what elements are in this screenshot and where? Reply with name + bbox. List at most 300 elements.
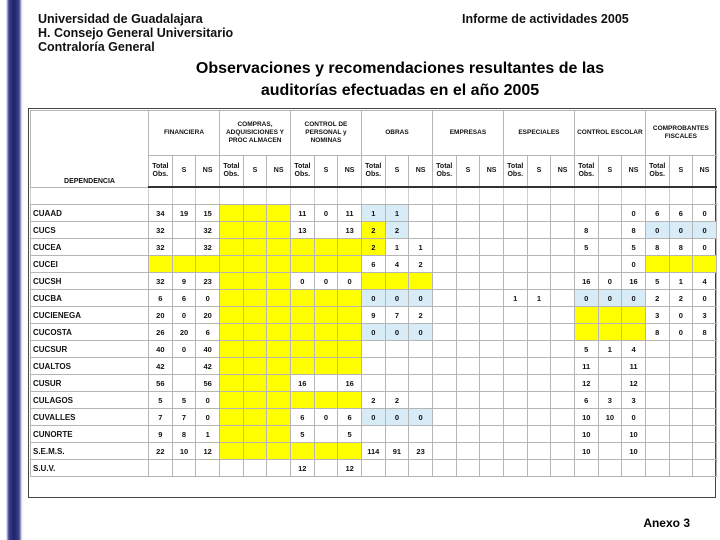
- value-cell: [693, 358, 717, 375]
- value-cell: [243, 426, 267, 443]
- value-cell: [503, 443, 527, 460]
- subheader-cell: NS: [409, 156, 433, 188]
- value-cell: [669, 375, 693, 392]
- value-cell: 0: [314, 273, 338, 290]
- value-cell: [220, 324, 244, 341]
- value-cell: 11: [622, 358, 646, 375]
- value-cell: [645, 409, 669, 426]
- value-cell: [598, 426, 622, 443]
- value-cell: [314, 307, 338, 324]
- value-cell: [480, 307, 504, 324]
- value-cell: 2: [645, 290, 669, 307]
- subheader-cell: NS: [622, 156, 646, 188]
- value-cell: [574, 324, 598, 341]
- value-cell: 0: [622, 409, 646, 426]
- value-cell: [527, 392, 551, 409]
- value-cell: [267, 222, 291, 239]
- value-cell: 2: [669, 290, 693, 307]
- value-cell: 1: [527, 290, 551, 307]
- value-cell: [385, 341, 409, 358]
- value-cell: [267, 290, 291, 307]
- value-cell: [574, 256, 598, 273]
- value-cell: [243, 392, 267, 409]
- value-cell: 0: [693, 290, 717, 307]
- value-cell: 91: [385, 443, 409, 460]
- value-cell: [456, 409, 480, 426]
- value-cell: [338, 256, 362, 273]
- value-cell: [290, 239, 314, 256]
- value-cell: [361, 358, 385, 375]
- value-cell: [432, 409, 456, 426]
- value-cell: [456, 341, 480, 358]
- dependencia-cell: CUVALLES: [31, 409, 149, 426]
- value-cell: [338, 239, 362, 256]
- value-cell: [290, 443, 314, 460]
- value-cell: 6: [196, 324, 220, 341]
- group-header: COMPRAS, ADQUISICIONES Y PROC ALMACEN: [220, 111, 291, 156]
- value-cell: [385, 426, 409, 443]
- value-cell: [456, 324, 480, 341]
- subheader-cell: NS: [480, 156, 504, 188]
- value-cell: [172, 460, 196, 477]
- value-cell: [503, 205, 527, 222]
- table-row: [31, 443, 717, 460]
- value-cell: [480, 273, 504, 290]
- value-cell: [503, 307, 527, 324]
- value-cell: [432, 290, 456, 307]
- value-cell: [149, 256, 173, 273]
- value-cell: [527, 460, 551, 477]
- value-cell: [385, 358, 409, 375]
- table-row: [31, 375, 717, 392]
- value-cell: [432, 375, 456, 392]
- value-cell: 0: [361, 409, 385, 426]
- value-cell: [480, 392, 504, 409]
- dependencia-cell: CULAGOS: [31, 392, 149, 409]
- value-cell: [432, 426, 456, 443]
- value-cell: [693, 443, 717, 460]
- value-cell: [409, 392, 433, 409]
- group-header: FINANCIERA: [149, 111, 220, 156]
- value-cell: 0: [361, 324, 385, 341]
- value-cell: [338, 443, 362, 460]
- subheader-cell: Total Obs.: [149, 156, 173, 188]
- value-cell: 7: [172, 409, 196, 426]
- value-cell: [338, 290, 362, 307]
- value-cell: [243, 443, 267, 460]
- value-cell: [172, 358, 196, 375]
- spacer-cell: [409, 187, 433, 205]
- value-cell: [551, 290, 575, 307]
- value-cell: [503, 426, 527, 443]
- value-cell: [598, 358, 622, 375]
- value-cell: [503, 239, 527, 256]
- value-cell: 32: [149, 273, 173, 290]
- annex-label: Anexo 3: [643, 516, 690, 530]
- value-cell: 8: [645, 239, 669, 256]
- value-cell: 0: [172, 307, 196, 324]
- value-cell: [432, 222, 456, 239]
- value-cell: [622, 307, 646, 324]
- value-cell: [456, 460, 480, 477]
- value-cell: [172, 256, 196, 273]
- spacer-cell: [574, 187, 598, 205]
- value-cell: 8: [622, 222, 646, 239]
- spacer-cell: [693, 187, 717, 205]
- spacer-cell: [338, 187, 362, 205]
- value-cell: 0: [385, 290, 409, 307]
- value-cell: 0: [645, 222, 669, 239]
- spacer-cell: [503, 187, 527, 205]
- value-cell: 56: [196, 375, 220, 392]
- value-cell: [480, 341, 504, 358]
- value-cell: [598, 375, 622, 392]
- value-cell: 20: [149, 307, 173, 324]
- value-cell: [551, 307, 575, 324]
- value-cell: [196, 460, 220, 477]
- org-line-2: H. Consejo General Universitario: [38, 26, 234, 40]
- spacer-cell: [432, 187, 456, 205]
- value-cell: [172, 375, 196, 392]
- value-cell: [669, 460, 693, 477]
- value-cell: [527, 341, 551, 358]
- value-cell: [385, 273, 409, 290]
- spacer-cell: [220, 187, 244, 205]
- value-cell: 16: [574, 273, 598, 290]
- value-cell: [314, 375, 338, 392]
- value-cell: [551, 256, 575, 273]
- value-cell: 5: [338, 426, 362, 443]
- value-cell: 0: [314, 205, 338, 222]
- value-cell: 2: [361, 392, 385, 409]
- value-cell: [220, 290, 244, 307]
- value-cell: 42: [196, 358, 220, 375]
- value-cell: 0: [409, 409, 433, 426]
- value-cell: [527, 409, 551, 426]
- value-cell: 5: [172, 392, 196, 409]
- value-cell: [645, 426, 669, 443]
- value-cell: 4: [385, 256, 409, 273]
- value-cell: 114: [361, 443, 385, 460]
- subheader-cell: S: [527, 156, 551, 188]
- value-cell: [551, 460, 575, 477]
- value-cell: [267, 409, 291, 426]
- value-cell: [432, 205, 456, 222]
- value-cell: [551, 409, 575, 426]
- value-cell: [220, 460, 244, 477]
- value-cell: [551, 358, 575, 375]
- dependencia-cell: CUCSH: [31, 273, 149, 290]
- value-cell: [480, 358, 504, 375]
- value-cell: 3: [645, 307, 669, 324]
- value-cell: 23: [196, 273, 220, 290]
- subheader-cell: Total Obs.: [220, 156, 244, 188]
- value-cell: [409, 205, 433, 222]
- value-cell: 6: [574, 392, 598, 409]
- value-cell: [645, 460, 669, 477]
- group-header: CONTROL ESCOLAR: [574, 111, 645, 156]
- value-cell: [409, 273, 433, 290]
- value-cell: [480, 290, 504, 307]
- value-cell: [551, 239, 575, 256]
- value-cell: [669, 443, 693, 460]
- value-cell: [598, 460, 622, 477]
- value-cell: [480, 460, 504, 477]
- table-row: [31, 290, 717, 307]
- value-cell: [338, 392, 362, 409]
- value-cell: [243, 324, 267, 341]
- spacer-cell: [149, 187, 173, 205]
- value-cell: [220, 239, 244, 256]
- subheader-cell: Total Obs.: [574, 156, 598, 188]
- value-cell: [314, 392, 338, 409]
- dependencia-cell: CUCIENEGA: [31, 307, 149, 324]
- value-cell: 6: [645, 205, 669, 222]
- table-row: [31, 358, 717, 375]
- value-cell: 0: [172, 341, 196, 358]
- table-row: [31, 460, 717, 477]
- group-header: CONTROL DE PERSONAL y NOMINAS: [290, 111, 361, 156]
- subheader-cell: NS: [338, 156, 362, 188]
- value-cell: [480, 375, 504, 392]
- value-cell: 0: [693, 205, 717, 222]
- value-cell: [527, 443, 551, 460]
- spacer-cell: [551, 187, 575, 205]
- value-cell: 6: [290, 409, 314, 426]
- spacer-cell: [314, 187, 338, 205]
- value-cell: 22: [149, 443, 173, 460]
- value-cell: [527, 426, 551, 443]
- value-cell: [574, 205, 598, 222]
- value-cell: [551, 341, 575, 358]
- value-cell: [290, 256, 314, 273]
- org-line-3: Contraloría General: [38, 40, 155, 54]
- value-cell: [267, 307, 291, 324]
- subheader-cell: S: [456, 156, 480, 188]
- value-cell: 32: [149, 222, 173, 239]
- subheader-cell: Total Obs.: [432, 156, 456, 188]
- value-cell: 40: [149, 341, 173, 358]
- value-cell: 10: [622, 443, 646, 460]
- value-cell: [314, 426, 338, 443]
- value-cell: 13: [290, 222, 314, 239]
- value-cell: [220, 409, 244, 426]
- value-cell: [503, 341, 527, 358]
- value-cell: [338, 341, 362, 358]
- value-cell: [314, 341, 338, 358]
- value-cell: [409, 222, 433, 239]
- value-cell: [598, 307, 622, 324]
- value-cell: 1: [598, 341, 622, 358]
- value-cell: [480, 239, 504, 256]
- value-cell: 0: [622, 205, 646, 222]
- value-cell: 0: [669, 324, 693, 341]
- value-cell: [503, 358, 527, 375]
- value-cell: 12: [338, 460, 362, 477]
- value-cell: [598, 324, 622, 341]
- page-title-line-2: auditorías efectuadas en el año 2005: [260, 82, 540, 99]
- dependencia-cell: CUCEI: [31, 256, 149, 273]
- value-cell: [598, 256, 622, 273]
- group-header-row: [31, 111, 717, 156]
- value-cell: [432, 256, 456, 273]
- value-cell: 12: [290, 460, 314, 477]
- dependencia-cell: CUCOSTA: [31, 324, 149, 341]
- value-cell: 0: [361, 290, 385, 307]
- value-cell: [527, 256, 551, 273]
- value-cell: [220, 273, 244, 290]
- value-cell: [314, 290, 338, 307]
- table-row: [31, 222, 717, 239]
- value-cell: [551, 273, 575, 290]
- value-cell: [290, 324, 314, 341]
- value-cell: 0: [622, 256, 646, 273]
- value-cell: [551, 222, 575, 239]
- value-cell: [290, 307, 314, 324]
- value-cell: 0: [196, 409, 220, 426]
- value-cell: [669, 341, 693, 358]
- value-cell: [503, 324, 527, 341]
- value-cell: [503, 375, 527, 392]
- audit-table: [30, 110, 717, 477]
- value-cell: [456, 239, 480, 256]
- value-cell: 6: [149, 290, 173, 307]
- value-cell: 10: [574, 426, 598, 443]
- spacer-cell: [645, 187, 669, 205]
- spacer-cell: [361, 187, 385, 205]
- value-cell: [314, 443, 338, 460]
- value-cell: [290, 358, 314, 375]
- value-cell: [290, 341, 314, 358]
- value-cell: 34: [149, 205, 173, 222]
- value-cell: [645, 375, 669, 392]
- value-cell: [220, 443, 244, 460]
- dependencia-cell: S.E.M.S.: [31, 443, 149, 460]
- value-cell: 1: [669, 273, 693, 290]
- value-cell: [409, 426, 433, 443]
- value-cell: [645, 256, 669, 273]
- value-cell: 10: [622, 426, 646, 443]
- value-cell: 9: [361, 307, 385, 324]
- value-cell: 0: [598, 290, 622, 307]
- group-header: COMPROBANTES FISCALES: [645, 111, 716, 156]
- subheader-cell: NS: [196, 156, 220, 188]
- value-cell: [645, 392, 669, 409]
- value-cell: [243, 239, 267, 256]
- org-line-1: Universidad de Guadalajara: [38, 12, 203, 26]
- subheader-cell: NS: [551, 156, 575, 188]
- value-cell: [243, 307, 267, 324]
- value-cell: 0: [598, 273, 622, 290]
- value-cell: 5: [645, 273, 669, 290]
- value-cell: [669, 358, 693, 375]
- value-cell: [385, 375, 409, 392]
- value-cell: [243, 256, 267, 273]
- value-cell: 4: [622, 341, 646, 358]
- subheader-cell: S: [172, 156, 196, 188]
- dependencia-cell: CUAAD: [31, 205, 149, 222]
- value-cell: 6: [669, 205, 693, 222]
- value-cell: [314, 324, 338, 341]
- spacer-cell: [31, 187, 149, 205]
- value-cell: [243, 205, 267, 222]
- subheader-cell: Total Obs.: [503, 156, 527, 188]
- value-cell: [456, 392, 480, 409]
- value-cell: [267, 205, 291, 222]
- value-cell: [267, 341, 291, 358]
- value-cell: 0: [669, 307, 693, 324]
- value-cell: [551, 205, 575, 222]
- value-cell: [456, 426, 480, 443]
- value-cell: 0: [385, 324, 409, 341]
- value-cell: [456, 358, 480, 375]
- value-cell: [432, 307, 456, 324]
- value-cell: [432, 324, 456, 341]
- value-cell: [622, 324, 646, 341]
- group-header: OBRAS: [361, 111, 432, 156]
- value-cell: [290, 392, 314, 409]
- value-cell: 1: [361, 205, 385, 222]
- value-cell: [527, 324, 551, 341]
- value-cell: 1: [385, 239, 409, 256]
- value-cell: [220, 256, 244, 273]
- value-cell: [503, 392, 527, 409]
- value-cell: [456, 205, 480, 222]
- value-cell: 7: [149, 409, 173, 426]
- value-cell: [149, 460, 173, 477]
- value-cell: [267, 375, 291, 392]
- value-cell: 32: [196, 239, 220, 256]
- value-cell: [551, 392, 575, 409]
- value-cell: [409, 375, 433, 392]
- value-cell: [669, 392, 693, 409]
- value-cell: 9: [149, 426, 173, 443]
- value-cell: 0: [574, 290, 598, 307]
- value-cell: 2: [361, 239, 385, 256]
- value-cell: 0: [622, 290, 646, 307]
- value-cell: [480, 324, 504, 341]
- value-cell: 5: [574, 341, 598, 358]
- dependencia-cell: CUCSUR: [31, 341, 149, 358]
- table-row: [31, 392, 717, 409]
- spacer-cell: [385, 187, 409, 205]
- value-cell: 1: [196, 426, 220, 443]
- value-cell: [693, 375, 717, 392]
- audit-table-body: [31, 111, 717, 477]
- value-cell: 0: [385, 409, 409, 426]
- value-cell: [551, 375, 575, 392]
- value-cell: 16: [290, 375, 314, 392]
- value-cell: [693, 426, 717, 443]
- value-cell: [196, 256, 220, 273]
- value-cell: 2: [409, 307, 433, 324]
- value-cell: [645, 358, 669, 375]
- value-cell: 10: [172, 443, 196, 460]
- value-cell: [669, 426, 693, 443]
- value-cell: 0: [314, 409, 338, 426]
- page-title-line-1: Observaciones y recomendaciones resultantes de las: [195, 60, 605, 77]
- value-cell: 6: [338, 409, 362, 426]
- value-cell: [290, 290, 314, 307]
- subheader-cell: NS: [693, 156, 717, 188]
- value-cell: [480, 443, 504, 460]
- spacer-cell: [598, 187, 622, 205]
- value-cell: 9: [172, 273, 196, 290]
- group-header: ESPECIALES: [503, 111, 574, 156]
- value-cell: [314, 256, 338, 273]
- value-cell: 12: [622, 375, 646, 392]
- value-cell: 20: [172, 324, 196, 341]
